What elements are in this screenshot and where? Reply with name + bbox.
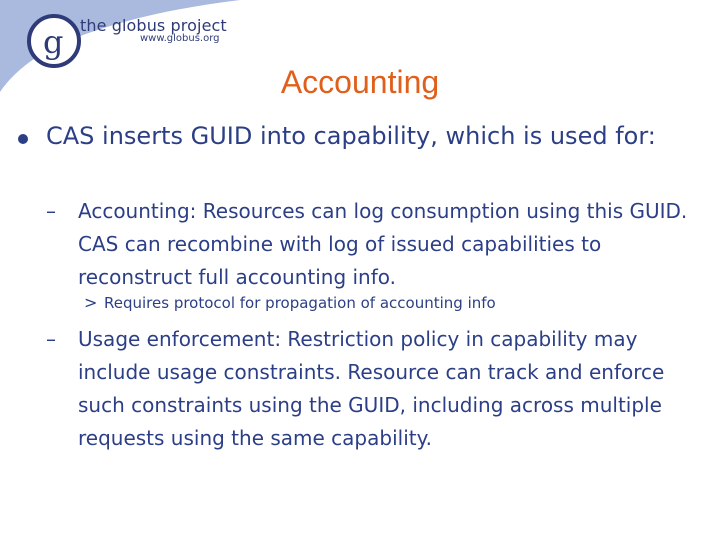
logo-mark-letter: g xyxy=(43,23,64,61)
slide-title: Accounting xyxy=(280,64,440,100)
subitem-1-dash: – xyxy=(46,199,56,223)
subitem-1-text: Accounting: Resources can log consumption using this GUID. CAS can recombine with log of issued capabilities to reconstruct full accounting info. xyxy=(78,199,688,289)
subsub-text: Requires protocol for propagation of accounting info xyxy=(104,294,496,312)
bullet-text: CAS inserts GUID into capability, which is used for: xyxy=(46,122,656,150)
subitem-2-dash: – xyxy=(46,327,56,351)
subsub-marker: > xyxy=(84,293,98,312)
logo-url-text: www.globus.org xyxy=(140,33,220,44)
logo-brand-text: the globus project xyxy=(80,16,227,35)
subitem-2-text: Usage enforcement: Restriction policy in capability may include usage constraints. Resource can track and enforce such constraints using the GUID, including across multiple requests using the same capability. xyxy=(78,327,665,450)
bullet-dot xyxy=(18,134,28,144)
